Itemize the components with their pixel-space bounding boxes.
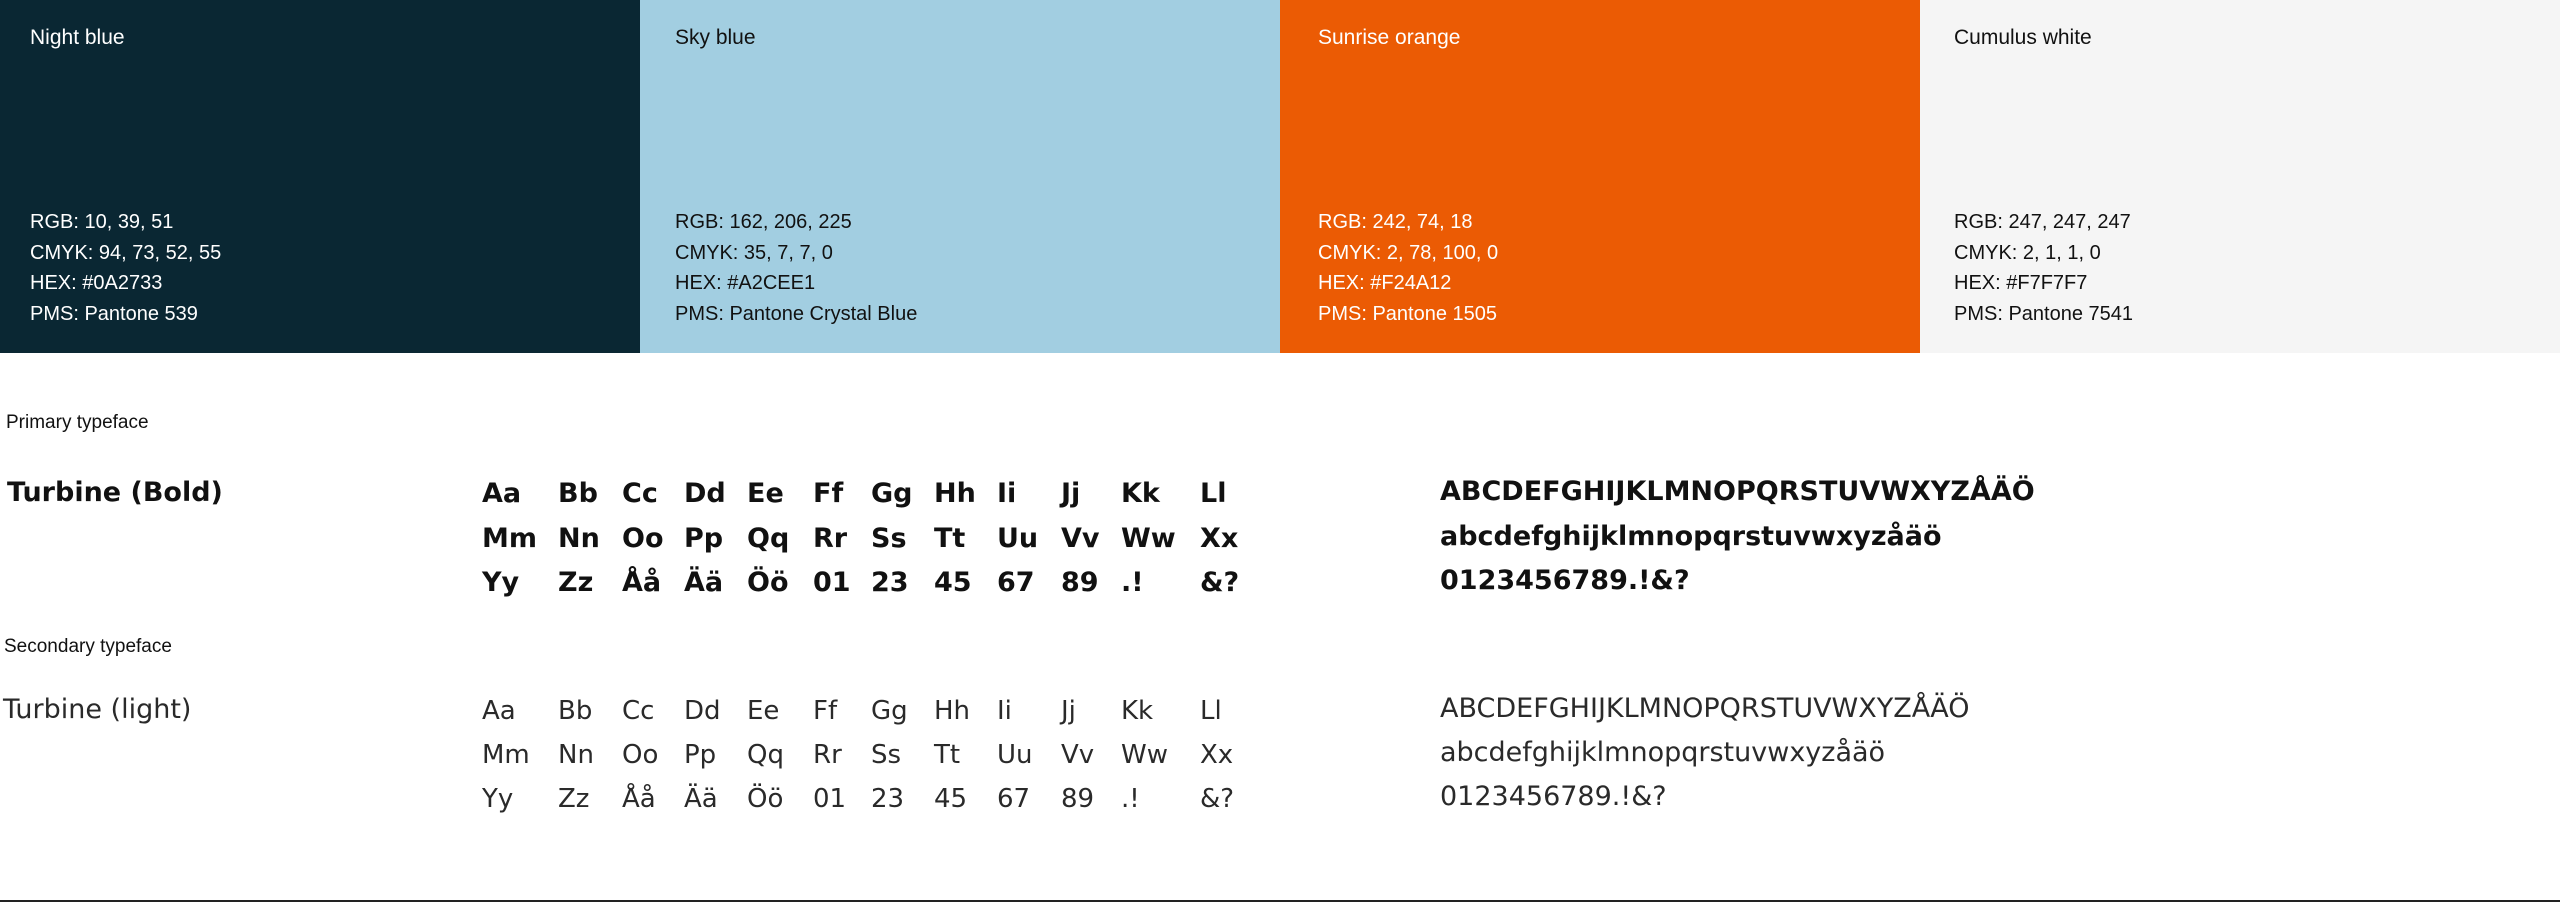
glyph-pair: Oo	[622, 740, 659, 770]
glyph-pair: Jj	[1061, 478, 1081, 509]
sample-numerals: 0123456789.!&?	[1440, 565, 1690, 596]
glyph-pair: 45	[934, 567, 972, 598]
glyph-pair: Pp	[684, 523, 724, 554]
glyph-pair: Gg	[871, 696, 908, 726]
swatch-name: Sky blue	[675, 26, 756, 49]
swatch-cmyk: CMYK: 2, 1, 1, 0	[1954, 241, 2101, 264]
glyph-pair: 67	[997, 784, 1031, 814]
glyph-pair: 67	[997, 567, 1035, 598]
swatch-hex: HEX: #0A2733	[30, 272, 163, 294]
swatch-specs	[675, 207, 917, 329]
swatch-hex: HEX: #F24A12	[1318, 272, 1452, 294]
swatch-rgb: RGB: 242, 74, 18	[1318, 211, 1473, 233]
swatch-pms: PMS: Pantone Crystal Blue	[675, 302, 918, 325]
glyph-pair: Kk	[1121, 478, 1160, 509]
divider-line	[0, 900, 2560, 902]
glyph-pair: Aa	[482, 696, 516, 726]
glyph-pair: Cc	[622, 478, 658, 509]
swatch-cumulus-white	[1920, 0, 2560, 353]
swatch-specs	[1954, 207, 2133, 329]
sample-lowercase: abcdefghijklmnopqrstuvwxyzåäö	[1440, 737, 1886, 768]
glyph-pair: Jj	[1061, 696, 1076, 726]
swatch-cmyk: CMYK: 35, 7, 7, 0	[675, 241, 833, 264]
glyph-pair: Ee	[747, 696, 780, 726]
glyph-pair: Ee	[747, 478, 784, 509]
swatch-cmyk: CMYK: 2, 78, 100, 0	[1318, 241, 1499, 264]
glyph-pair: Åå	[622, 567, 662, 598]
glyph-pair: Ff	[813, 478, 844, 509]
glyph-pair: Yy	[482, 784, 514, 814]
glyph-pair: .!	[1121, 784, 1140, 814]
primary-typeface-name: Turbine (Bold)	[7, 477, 223, 508]
sample-uppercase: ABCDEFGHIJKLMNOPQRSTUVWXYZÅÄÖ	[1440, 693, 1970, 724]
color-palette	[0, 0, 2560, 353]
glyph-pair: 89	[1061, 784, 1095, 814]
swatch-sunrise-orange	[1280, 0, 1920, 353]
glyph-pair: 45	[934, 784, 968, 814]
glyph-pair: Åå	[622, 784, 656, 814]
secondary-typeface-name: Turbine (light)	[3, 694, 192, 725]
glyph-pair: Pp	[684, 740, 717, 770]
swatch-name: Sunrise orange	[1318, 26, 1461, 49]
glyph-pair: Nn	[558, 523, 600, 554]
glyph-pair: Ll	[1200, 478, 1227, 509]
swatch-pms: PMS: Pantone 539	[30, 302, 198, 325]
glyph-pair: Gg	[871, 478, 913, 509]
glyph-pair: Rr	[813, 740, 842, 770]
glyph-pair: Ii	[997, 478, 1017, 509]
glyph-pair: Ää	[684, 567, 724, 598]
glyph-pair: Hh	[934, 478, 976, 509]
glyph-pair: Mm	[482, 740, 530, 770]
swatch-rgb: RGB: 162, 206, 225	[675, 211, 852, 233]
glyph-pair: Nn	[558, 740, 594, 770]
glyph-pair: Ss	[871, 523, 907, 554]
swatch-cmyk: CMYK: 94, 73, 52, 55	[30, 241, 222, 264]
glyph-pair: Rr	[813, 523, 848, 554]
glyph-pair: Qq	[747, 740, 784, 770]
swatch-hex: HEX: #A2CEE1	[675, 272, 816, 294]
glyph-pair: Öö	[747, 784, 784, 814]
glyph-pair: Ww	[1121, 523, 1176, 554]
glyph-pair: Ss	[871, 740, 902, 770]
glyph-pair: Bb	[558, 478, 598, 509]
glyph-pair: Zz	[558, 567, 594, 598]
glyph-pair: &?	[1200, 784, 1235, 814]
glyph-pair: Mm	[482, 523, 538, 554]
glyph-pair: Ll	[1200, 696, 1222, 726]
sample-uppercase: ABCDEFGHIJKLMNOPQRSTUVWXYZÅÄÖ	[1440, 476, 2035, 507]
sample-lowercase: abcdefghijklmnopqrstuvwxyzåäö	[1440, 521, 1942, 552]
glyph-pair: Xx	[1200, 523, 1239, 554]
swatch-pms: PMS: Pantone 7541	[1954, 302, 2134, 325]
glyph-pair: Öö	[747, 567, 789, 598]
swatch-pms: PMS: Pantone 1505	[1318, 302, 1498, 325]
glyph-pair: Vv	[1061, 523, 1100, 554]
swatch-name: Cumulus white	[1954, 26, 2092, 49]
swatch-name: Night blue	[30, 26, 125, 49]
glyph-pair: Ii	[997, 696, 1012, 726]
glyph-pair: Tt	[934, 523, 966, 554]
glyph-pair: Ff	[813, 696, 838, 726]
glyph-pair: 01	[813, 784, 847, 814]
glyph-pair: Bb	[558, 696, 593, 726]
glyph-pair: Qq	[747, 523, 790, 554]
glyph-pair: Oo	[622, 523, 664, 554]
glyph-pair: Tt	[934, 740, 961, 770]
swatch-specs	[30, 207, 221, 329]
glyph-pair: Ww	[1121, 740, 1168, 770]
sample-numerals: 0123456789.!&?	[1440, 781, 1667, 812]
secondary-typeface-label: Secondary typeface	[4, 636, 172, 657]
glyph-pair: 89	[1061, 567, 1099, 598]
glyph-pair: Kk	[1121, 696, 1154, 726]
swatch-hex: HEX: #F7F7F7	[1954, 272, 2088, 294]
glyph-pair: Vv	[1061, 740, 1095, 770]
glyph-pair: Zz	[558, 784, 590, 814]
glyph-pair: Dd	[684, 478, 726, 509]
swatch-specs	[1318, 207, 1498, 329]
glyph-pair: Dd	[684, 696, 721, 726]
swatch-night-blue	[0, 0, 640, 353]
glyph-pair: Uu	[997, 740, 1033, 770]
swatch-rgb: RGB: 10, 39, 51	[30, 211, 174, 233]
glyph-pair: Aa	[482, 478, 522, 509]
glyph-pair: 23	[871, 784, 905, 814]
glyph-pair: Hh	[934, 696, 971, 726]
glyph-pair: Ää	[684, 784, 718, 814]
glyph-pair: Yy	[482, 567, 520, 598]
glyph-pair: 23	[871, 567, 909, 598]
glyph-pair: Xx	[1200, 740, 1234, 770]
primary-typeface-label: Primary typeface	[6, 412, 149, 433]
glyph-pair: Uu	[997, 523, 1039, 554]
glyph-pair: &?	[1200, 567, 1240, 598]
glyph-pair: .!	[1121, 567, 1144, 598]
glyph-pair: Cc	[622, 696, 655, 726]
swatch-rgb: RGB: 247, 247, 247	[1954, 211, 2131, 233]
swatch-sky-blue	[640, 0, 1280, 353]
glyph-pair: 01	[813, 567, 851, 598]
